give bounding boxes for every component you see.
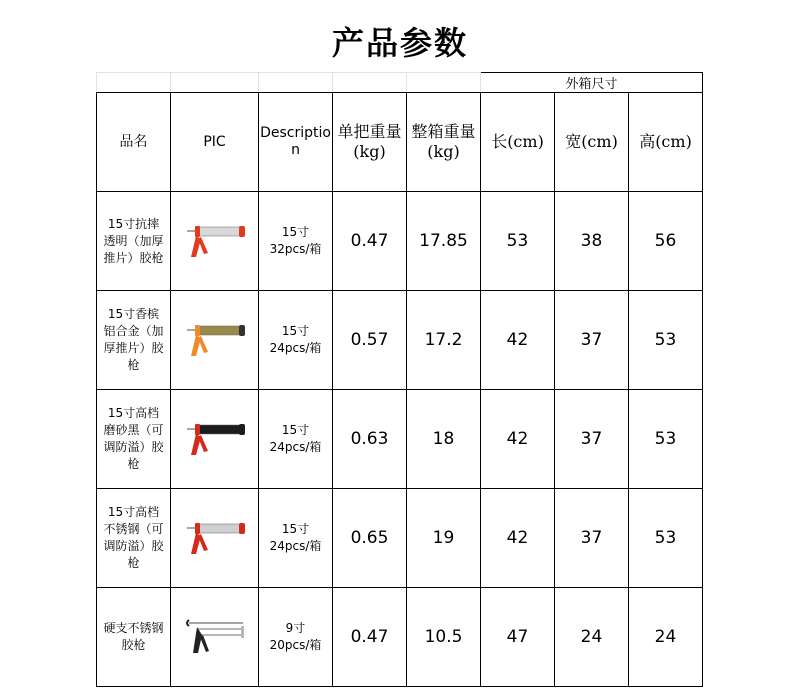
header-pic: PIC	[171, 93, 259, 192]
height-cell: 24	[629, 588, 703, 687]
group-header-row	[97, 73, 703, 93]
header-unit-weight-unit: (kg)	[353, 142, 386, 161]
product-name-line: 15寸高档	[107, 505, 160, 519]
product-name-line: 调防溢）胶	[103, 440, 164, 454]
length-cell: 53	[481, 192, 555, 291]
product-name-line: 透明（加厚	[103, 233, 164, 248]
box-weight-cell: 17.85	[407, 192, 481, 291]
product-description-line: 15寸	[281, 423, 310, 437]
product-name-cell	[97, 192, 171, 291]
blank-cell	[97, 73, 171, 93]
width-cell: 37	[555, 489, 629, 588]
transparent-caulking-gun-icon	[183, 219, 247, 263]
header-description-line1: Descriptio	[260, 125, 331, 141]
height-cell: 53	[629, 390, 703, 489]
unit-weight-cell: 0.63	[333, 390, 407, 489]
product-description-line: 15寸	[281, 324, 310, 338]
header-box-weight-label: 整箱重量	[411, 122, 476, 141]
height-cell: 53	[629, 489, 703, 588]
product-name-cell	[97, 291, 171, 390]
width-cell: 37	[555, 291, 629, 390]
unit-weight-cell: 0.57	[333, 291, 407, 390]
gun-trigger	[198, 435, 208, 452]
outer-box-size-header: 外箱尺寸	[481, 73, 703, 93]
unit-weight-cell: 0.65	[333, 489, 407, 588]
barrel-mount	[195, 226, 200, 237]
product-name-line: 硬支不锈钢	[103, 621, 164, 635]
header-length: 长(cm)	[481, 93, 555, 192]
barrel-mount	[195, 523, 200, 534]
gun-trigger	[198, 336, 208, 353]
length-cell: 42	[481, 390, 555, 489]
length-cell: 42	[481, 489, 555, 588]
stainless-caulking-gun-icon	[183, 516, 247, 560]
product-name-line: 15寸高档	[107, 406, 160, 420]
gun-barrel	[197, 524, 243, 533]
height-cell: 53	[629, 291, 703, 390]
product-pic-cell	[171, 291, 259, 390]
header-unit-weight	[333, 93, 407, 192]
product-description-cell	[259, 489, 333, 588]
width-cell: 37	[555, 390, 629, 489]
product-pic-cell	[171, 390, 259, 489]
product-description-line: 24pcs/箱	[269, 341, 322, 355]
product-name-cell	[97, 588, 171, 687]
header-description-line2: n	[291, 142, 300, 158]
product-name-line: 不锈钢（可	[103, 522, 164, 536]
product-name-line: 厚推片）胶	[103, 341, 164, 355]
product-name-line: 15寸抗摔	[107, 216, 160, 231]
barrel-cap	[239, 325, 245, 336]
product-name-line: 铝合金（加	[103, 324, 164, 338]
box-weight-cell: 18	[407, 390, 481, 489]
header-box-weight-unit: (kg)	[427, 142, 460, 161]
header-name: 品名	[97, 93, 171, 192]
product-name-line: 枪	[127, 556, 140, 570]
product-description-cell	[259, 192, 333, 291]
product-name-line: 胶枪	[121, 638, 146, 652]
product-description-line: 9寸	[285, 621, 306, 635]
product-name-line: 枪	[127, 457, 140, 471]
product-description-cell	[259, 588, 333, 687]
gun-trigger	[198, 534, 208, 551]
width-cell: 24	[555, 588, 629, 687]
product-description-cell	[259, 390, 333, 489]
unit-weight-cell: 0.47	[333, 192, 407, 291]
product-row	[97, 291, 703, 390]
gun-barrel	[197, 326, 243, 335]
header-description	[259, 93, 333, 192]
product-name-line: 推片）胶枪	[103, 250, 164, 265]
skeleton-caulking-gun-icon	[183, 615, 247, 659]
product-name-line: 调防溢）胶	[103, 539, 164, 553]
rod-hook	[187, 620, 189, 626]
product-description-line: 24pcs/箱	[269, 539, 322, 553]
product-name-cell	[97, 489, 171, 588]
product-description-line: 20pcs/箱	[269, 638, 322, 652]
frosted-black-caulking-gun-icon	[183, 417, 247, 461]
gun-handle	[193, 627, 202, 653]
length-cell: 47	[481, 588, 555, 687]
unit-weight-cell: 0.47	[333, 588, 407, 687]
product-description-line: 15寸	[281, 522, 310, 536]
gun-trigger	[198, 237, 208, 254]
column-header-row	[97, 93, 703, 192]
box-weight-cell: 10.5	[407, 588, 481, 687]
header-unit-weight-label: 单把重量	[337, 122, 402, 141]
length-cell: 42	[481, 291, 555, 390]
box-weight-cell: 19	[407, 489, 481, 588]
barrel-cap	[239, 226, 245, 237]
box-weight-cell: 17.2	[407, 291, 481, 390]
page-title: 产品参数	[331, 24, 468, 62]
product-pic-cell	[171, 588, 259, 687]
product-description-line: 24pcs/箱	[269, 440, 322, 454]
gun-trigger	[200, 635, 209, 652]
barrel-mount	[195, 424, 200, 435]
product-name-line: 15寸香槟	[107, 307, 160, 321]
gun-barrel	[197, 227, 243, 236]
blank-cell	[407, 73, 481, 93]
product-name-cell	[97, 390, 171, 489]
barrel-cap	[239, 424, 245, 435]
product-row	[97, 588, 703, 687]
product-name-line: 枪	[127, 358, 140, 372]
product-pic-cell	[171, 192, 259, 291]
header-width: 宽(cm)	[555, 93, 629, 192]
height-cell: 56	[629, 192, 703, 291]
end-cap	[241, 626, 244, 638]
product-description-line: 32pcs/箱	[269, 242, 322, 256]
header-height: 高(cm)	[629, 93, 703, 192]
header-box-weight	[407, 93, 481, 192]
barrel-mount	[195, 325, 200, 336]
product-description-line: 15寸	[281, 225, 310, 239]
product-description-cell	[259, 291, 333, 390]
gun-barrel	[197, 425, 243, 434]
product-row	[97, 390, 703, 489]
product-name-line: 磨砂黑（可	[103, 423, 164, 437]
blank-cell	[259, 73, 333, 93]
product-row	[97, 192, 703, 291]
product-pic-cell	[171, 489, 259, 588]
width-cell: 38	[555, 192, 629, 291]
blank-cell	[171, 73, 259, 93]
barrel-cap	[239, 523, 245, 534]
product-row	[97, 489, 703, 588]
product-spec-table	[96, 72, 703, 687]
blank-cell	[333, 73, 407, 93]
champagne-aluminum-caulking-gun-icon	[183, 318, 247, 362]
